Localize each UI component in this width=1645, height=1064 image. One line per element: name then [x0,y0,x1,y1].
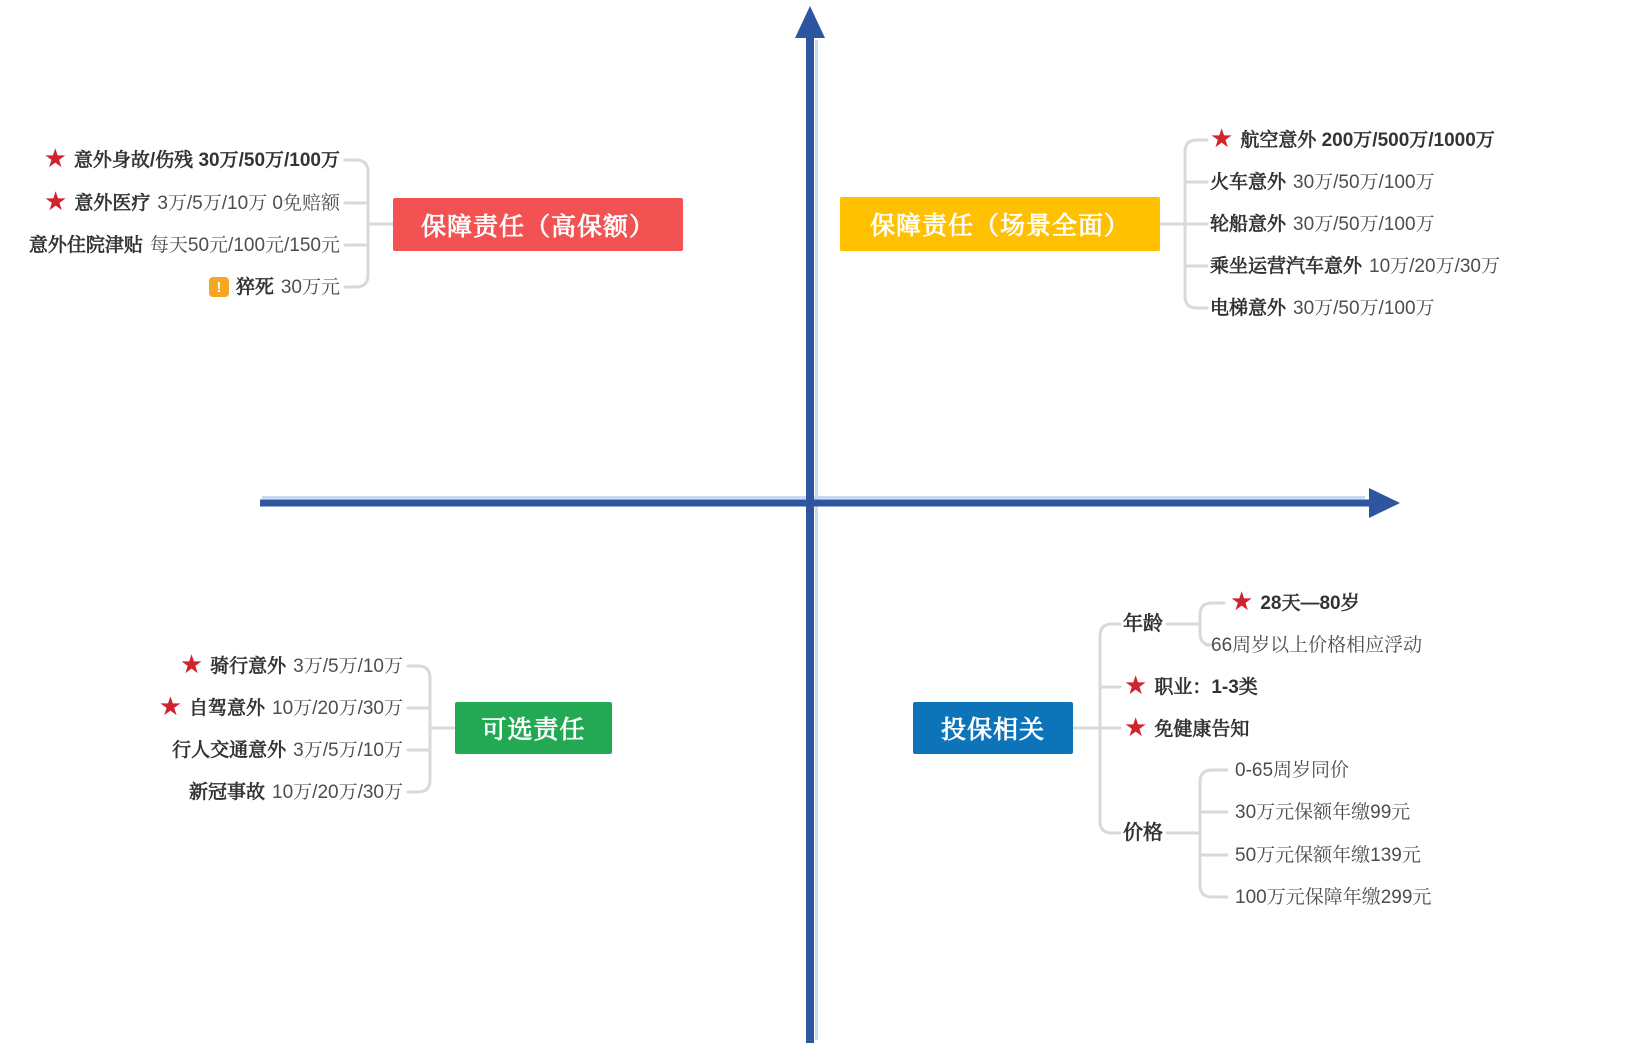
node-value: 10万/20万/30万 [1369,255,1500,277]
node-bus-accident [1210,251,1500,281]
node-price-50w [1235,840,1421,870]
branch-label-price [1123,818,1163,848]
node-title: 意外身故/伤残 30万/50万/100万 [73,149,340,171]
node-title: 意外医疗 [74,192,151,214]
node-value: 3万/5万/10万 [293,655,403,677]
node-title: 火车意外 [1210,171,1287,193]
star-icon: ★ [1124,712,1148,742]
node-ship-accident [1210,209,1435,239]
node-title: 乘坐运营汽车意外 [1210,255,1363,277]
node-elevator-accident [1210,293,1435,323]
node-driving-accident [159,693,403,723]
node-value: 0-65周岁同价 [1235,759,1350,781]
node-title: 自驾意外 [189,697,266,719]
node-title: 28天—80岁 [1260,592,1360,614]
node-pedestrian-accident [172,735,403,765]
branch-label-age [1123,609,1163,639]
node-hospital-allowance [29,230,340,260]
node-value: 30万/50万/100万 [1293,171,1435,193]
node-price-same [1235,755,1349,785]
node-train-accident [1210,167,1435,197]
topic-insurance-related-box: 投保相关 [913,702,1073,754]
node-value: 100万元保障年缴299元 [1235,886,1432,908]
topic-full-scenario-box: 保障责任（场景全面） [840,197,1160,251]
node-value: 每天50元/100元/150元 [149,234,340,256]
node-value: 30万元保额年缴99元 [1235,801,1411,823]
star-icon: ★ [43,143,67,173]
node-price-100w [1235,882,1431,912]
node-title: 职业：1-3类 [1154,676,1258,698]
node-aviation-accident [1210,125,1495,155]
up-arrow [795,6,825,38]
node-title: 电梯意外 [1210,297,1287,319]
node-accident-medical [44,188,340,218]
node-value: 30万元 [280,276,340,298]
node-title: 骑行意外 [210,655,287,677]
node-value: 3万/5万/10万 0免赔额 [157,192,340,214]
topic-high-coverage-box: 保障责任（高保额） [393,198,683,251]
star-icon: ★ [1124,670,1148,700]
node-health-notice [1124,714,1249,744]
node-occupation [1124,672,1258,702]
node-value: 66周岁以上价格相应浮动 [1211,634,1423,656]
bracket-bottom-left [408,666,455,792]
star-icon: ★ [179,649,204,679]
bracket-bottom-right [1073,624,1120,833]
node-value: 10万/20万/30万 [272,697,403,719]
node-age-range [1230,588,1360,618]
node-accidental-death [44,145,340,175]
star-icon: ★ [1230,586,1254,616]
node-title: 轮船意外 [1210,213,1287,235]
node-title: 新冠事故 [189,781,266,803]
node-price-30w [1235,797,1410,827]
bracket-price [1167,770,1227,897]
warning-icon: ! [209,277,229,297]
node-value: 3万/5万/10万 [293,739,403,761]
node-sudden-death [209,272,340,302]
branch-title: 价格 [1123,822,1163,844]
branch-title: 年龄 [1123,613,1163,635]
right-arrow [1369,488,1400,518]
star-icon: ★ [44,186,68,216]
node-value: 30万/50万/100万 [1293,213,1435,235]
star-icon: ★ [1210,123,1234,153]
node-title: 航空意外 200万/500万/1000万 [1240,129,1495,151]
node-title: 猝死 [235,276,274,298]
star-icon: ★ [158,691,183,721]
bracket-top-right [1160,140,1207,308]
node-value: 50万元保额年缴139元 [1235,844,1421,866]
node-title: 免健康告知 [1154,718,1250,740]
node-value: 10万/20万/30万 [272,781,403,803]
node-value: 30万/50万/100万 [1293,297,1435,319]
node-cycling-accident [180,651,403,681]
node-age-note [1211,630,1422,660]
node-title: 行人交通意外 [172,739,287,761]
node-covid-accident [189,777,403,807]
node-title: 意外住院津贴 [28,234,143,256]
bracket-top-left [345,160,393,287]
topic-optional-box: 可选责任 [455,702,612,754]
